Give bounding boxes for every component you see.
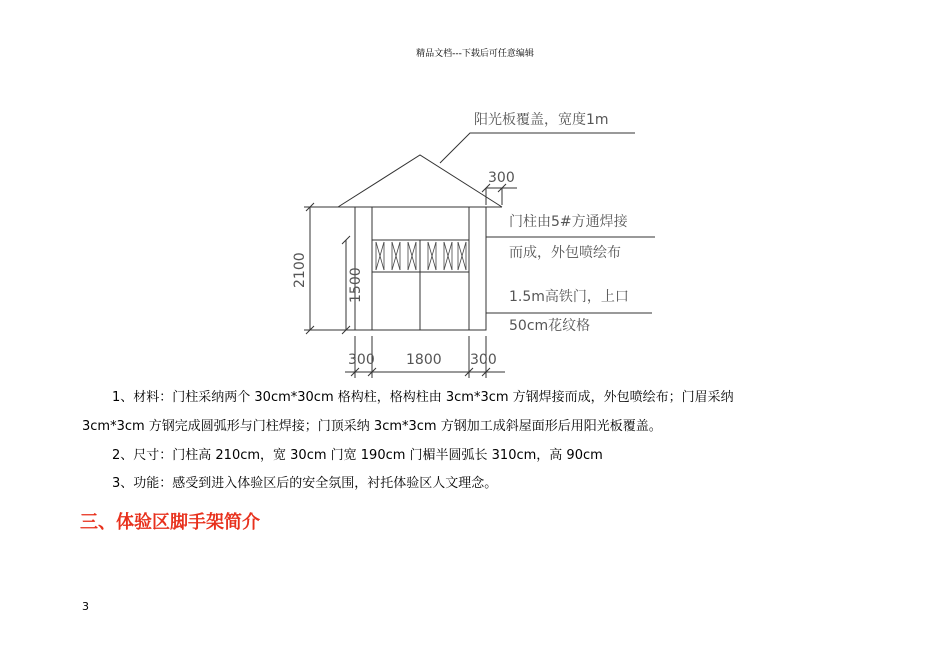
bottom-dim-left: 300 [348, 352, 375, 368]
paragraph-dimensions: 2、尺寸：门柱高 210cm，宽 30cm 门宽 190cm 门楣半圆弧长 310cm，高 90cm [112, 448, 603, 463]
roof-outline [338, 155, 502, 207]
pillar-label-2: 而成，外包喷绘布 [509, 245, 621, 261]
height-dim-1500: 1500 [348, 267, 364, 303]
height-dim-2100: 2100 [292, 252, 308, 288]
page-header: 精品文档---下载后可任意编辑 [416, 49, 534, 59]
paragraph-function: 3、功能：感受到进入体验区后的安全氛围，衬托体验区人文理念。 [112, 476, 498, 491]
door-label-2: 50cm花纹格 [509, 318, 591, 334]
section-title: 三、体验区脚手架简介 [80, 512, 260, 533]
pillar-label-1: 门柱由5#方通焊接 [509, 214, 628, 230]
right-pillar [469, 207, 486, 330]
bottom-dim-right: 300 [470, 352, 497, 368]
roof-leader [440, 133, 635, 163]
lattice-pattern [376, 242, 466, 270]
top-dim-label: 300 [488, 170, 515, 186]
roof-label: 阳光板覆盖，宽度1m [474, 112, 609, 128]
door-label-1: 1.5m高铁门，上口 [509, 289, 629, 305]
paragraph-materials-line1: 1、材料：门柱采纳两个 30cm*30cm 格构柱，格构柱由 3cm*3cm 方钢焊接而成，外包喷绘布；门眉采纳 [112, 390, 734, 405]
bottom-dim-mid: 1800 [406, 352, 442, 368]
paragraph-materials-line2: 3cm*3cm 方钢完成圆弧形与门柱焊接；门顶采纳 3cm*3cm 方钢加工成斜屋面形后用阳光板覆盖。 [82, 419, 662, 434]
page-number: 3 [82, 600, 89, 613]
